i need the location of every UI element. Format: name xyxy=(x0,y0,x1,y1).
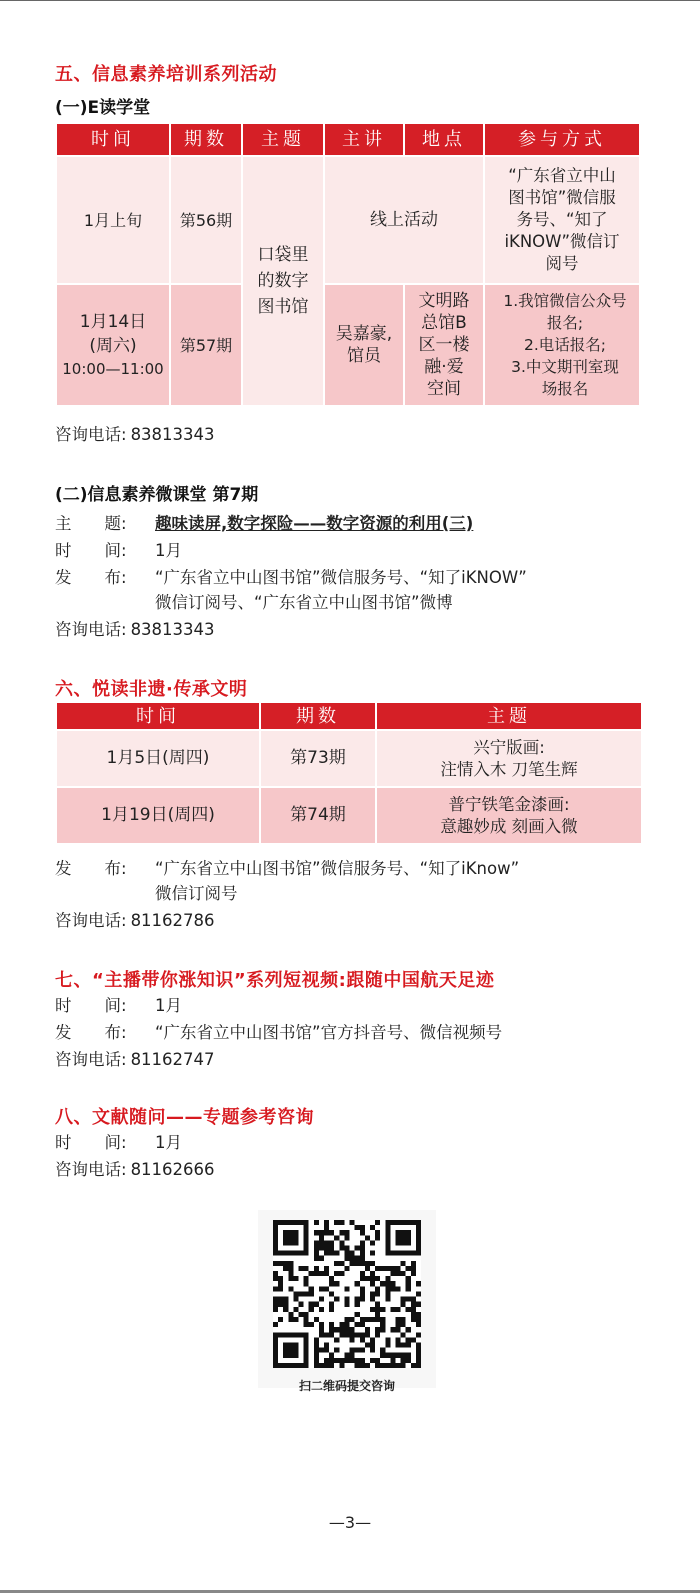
header-cell: 时间 xyxy=(57,703,259,729)
topic-cell: 兴宁版画: 注情入木 刀笔生辉 xyxy=(377,731,641,786)
consult-phone-4: 咨询电话: 81162747 xyxy=(55,1050,215,1069)
header-cell: 主讲 xyxy=(325,124,403,155)
method-cell: “广东省立中山 图书馆”微信服 务号、“知了 iKNOW”微信订 阅号 xyxy=(485,157,639,283)
consult-phone-2: 咨询电话: 83813343 xyxy=(55,620,215,639)
video-time: 时 间: 1月 xyxy=(55,996,182,1015)
section-5-sub1: (一)E读学堂 xyxy=(55,98,151,118)
e-reading-table xyxy=(55,122,641,407)
table-row xyxy=(57,285,639,405)
table-row xyxy=(57,157,639,283)
time-cell: 1月5日(周四) xyxy=(57,731,259,786)
table-header-row xyxy=(57,124,639,155)
video-publish: 发 布: “广东省立中山图书馆”官方抖音号、微信视频号 xyxy=(55,1023,503,1042)
heritage-table xyxy=(55,701,643,845)
table-header-row xyxy=(57,703,641,729)
header-cell: 参与方式 xyxy=(485,124,639,155)
section-8-title: 八、文献随问——专题参考咨询 xyxy=(55,1107,314,1128)
header-cell: 时间 xyxy=(57,124,169,155)
micro-class-time: 时 间: 1月 xyxy=(55,541,182,560)
reference-time: 时 间: 1月 xyxy=(55,1133,182,1152)
qr-code-image[interactable] xyxy=(273,1220,421,1368)
top-border xyxy=(0,0,700,1)
topic-cell: 口袋里 的数字 图书馆 xyxy=(243,157,323,405)
place-cell: 文明路 总馆B 区一楼 融·爱 空间 xyxy=(405,285,483,405)
issue-cell: 第57期 xyxy=(171,285,241,405)
section-5-title: 五、信息素养培训系列活动 xyxy=(55,64,277,85)
time-cell: 1月上旬 xyxy=(57,157,169,283)
consult-phone-5: 咨询电话: 81162666 xyxy=(55,1160,215,1179)
table-row xyxy=(57,788,641,843)
time-cell: 1月14日 (周六) 10:00—11:00 xyxy=(57,285,169,405)
heritage-publish: 发 布: “广东省立中山图书馆”微信服务号、“知了iKnow” 微信订阅号 xyxy=(55,859,520,903)
micro-class-topic: 主 题: 趣味读屏,数字探险——数字资源的利用(三) xyxy=(55,514,474,533)
speaker-cell: 吴嘉豪, 馆员 xyxy=(325,285,403,405)
header-cell: 主题 xyxy=(243,124,323,155)
method-cell: 1.我馆微信公众号 报名; 2.电话报名; 3.中文期刊室现 场报名 xyxy=(485,285,639,405)
qr-caption: 扫二维码提交咨询 xyxy=(298,1379,395,1393)
online-activity-cell: 线上活动 xyxy=(325,157,483,283)
section-6-title: 六、悦读非遗·传承文明 xyxy=(55,679,248,700)
header-cell: 期数 xyxy=(261,703,375,729)
micro-class-publish: 发 布: “广东省立中山图书馆”微信服务号、“知了iKNOW” 微信订阅号、“广东省立中山图书馆”微博 xyxy=(55,568,527,612)
header-cell: 期数 xyxy=(171,124,241,155)
section-5-sub2: (二)信息素养微课堂 第7期 xyxy=(55,485,259,505)
consult-phone-1: 咨询电话: 83813343 xyxy=(55,425,215,444)
issue-cell: 第74期 xyxy=(261,788,375,843)
qr-code-panel xyxy=(258,1210,436,1388)
section-7-title: 七、“主播带你涨知识”系列短视频:跟随中国航天足迹 xyxy=(55,970,495,991)
topic-cell: 普宁铁笔金漆画: 意趣妙成 刻画入微 xyxy=(377,788,641,843)
issue-cell: 第56期 xyxy=(171,157,241,283)
header-cell: 地点 xyxy=(405,124,483,155)
page-number: —3— xyxy=(328,1513,372,1532)
time-cell: 1月19日(周四) xyxy=(57,788,259,843)
consult-phone-3: 咨询电话: 81162786 xyxy=(55,911,215,930)
issue-cell: 第73期 xyxy=(261,731,375,786)
table-row xyxy=(57,731,641,786)
header-cell: 主题 xyxy=(377,703,641,729)
